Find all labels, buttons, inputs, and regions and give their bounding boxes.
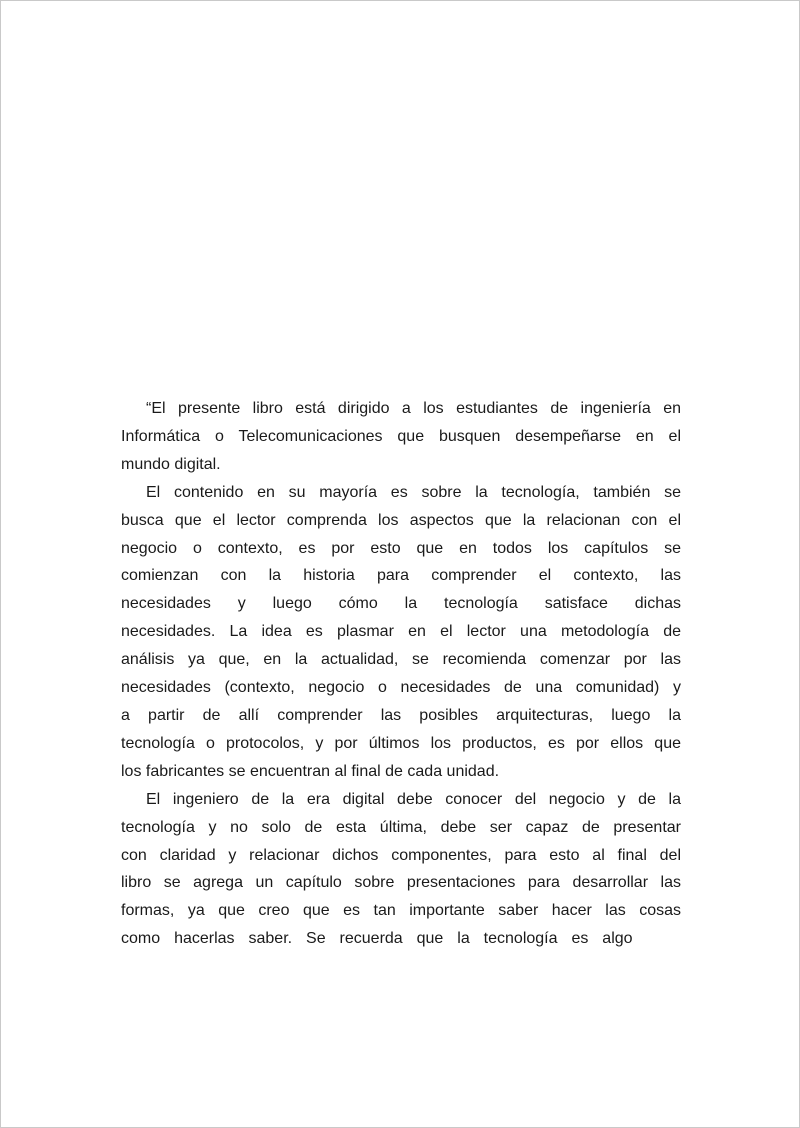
text-line: “El presente libro está dirigido a los estudiantes de ingeniería en (146, 400, 681, 417)
paragraph (121, 786, 681, 953)
text-line: mundo digital. (121, 455, 221, 473)
paragraph (121, 395, 681, 479)
paragraph (121, 479, 681, 786)
text-line: los fabricantes se encuentran al final de cada unidad. (121, 762, 500, 780)
page-text-block (121, 395, 681, 953)
text-line: libro se agrega un capítulo sobre presentaciones para desarrollar las (121, 874, 681, 892)
text-line: formas, ya que creo que es tan importante saber hacer las cosas (121, 902, 681, 920)
text-line: busca que el lector comprenda los aspectos que la relacionan con el (121, 511, 681, 529)
text-line: comienzan con la historia para comprender el contexto, las (121, 567, 681, 585)
text-line: necesidades. La idea es plasmar en el lector una metodología de (121, 623, 681, 641)
text-line: necesidades (contexto, negocio o necesidades de una comunidad) y (121, 679, 681, 697)
text-line: con claridad y relacionar dichos componentes, para esto al final del (121, 846, 681, 864)
text-line: El ingeniero de la era digital debe conocer del negocio y de la (146, 790, 681, 808)
text-line: análisis ya que, en la actualidad, se recomienda comenzar por las (121, 651, 681, 669)
text-line: El contenido en su mayoría es sobre la tecnología, también se (146, 483, 681, 501)
text-line: tecnología o protocolos, y por últimos los productos, es por ellos que (121, 734, 681, 752)
text-line: a partir de allí comprender las posibles arquitecturas, luego la (121, 706, 681, 724)
text-line: negocio o contexto, es por esto que en todos los capítulos se (121, 539, 681, 557)
text-line: necesidades y luego cómo la tecnología satisface dichas (121, 595, 681, 613)
text-line: Informática o Telecomunicaciones que busquen desempeñarse en el (121, 427, 681, 445)
text-line: tecnología y no solo de esta última, debe ser capaz de presentar (121, 818, 681, 836)
text-line: como hacerlas saber. Se recuerda que la tecnología es algo (121, 930, 633, 948)
